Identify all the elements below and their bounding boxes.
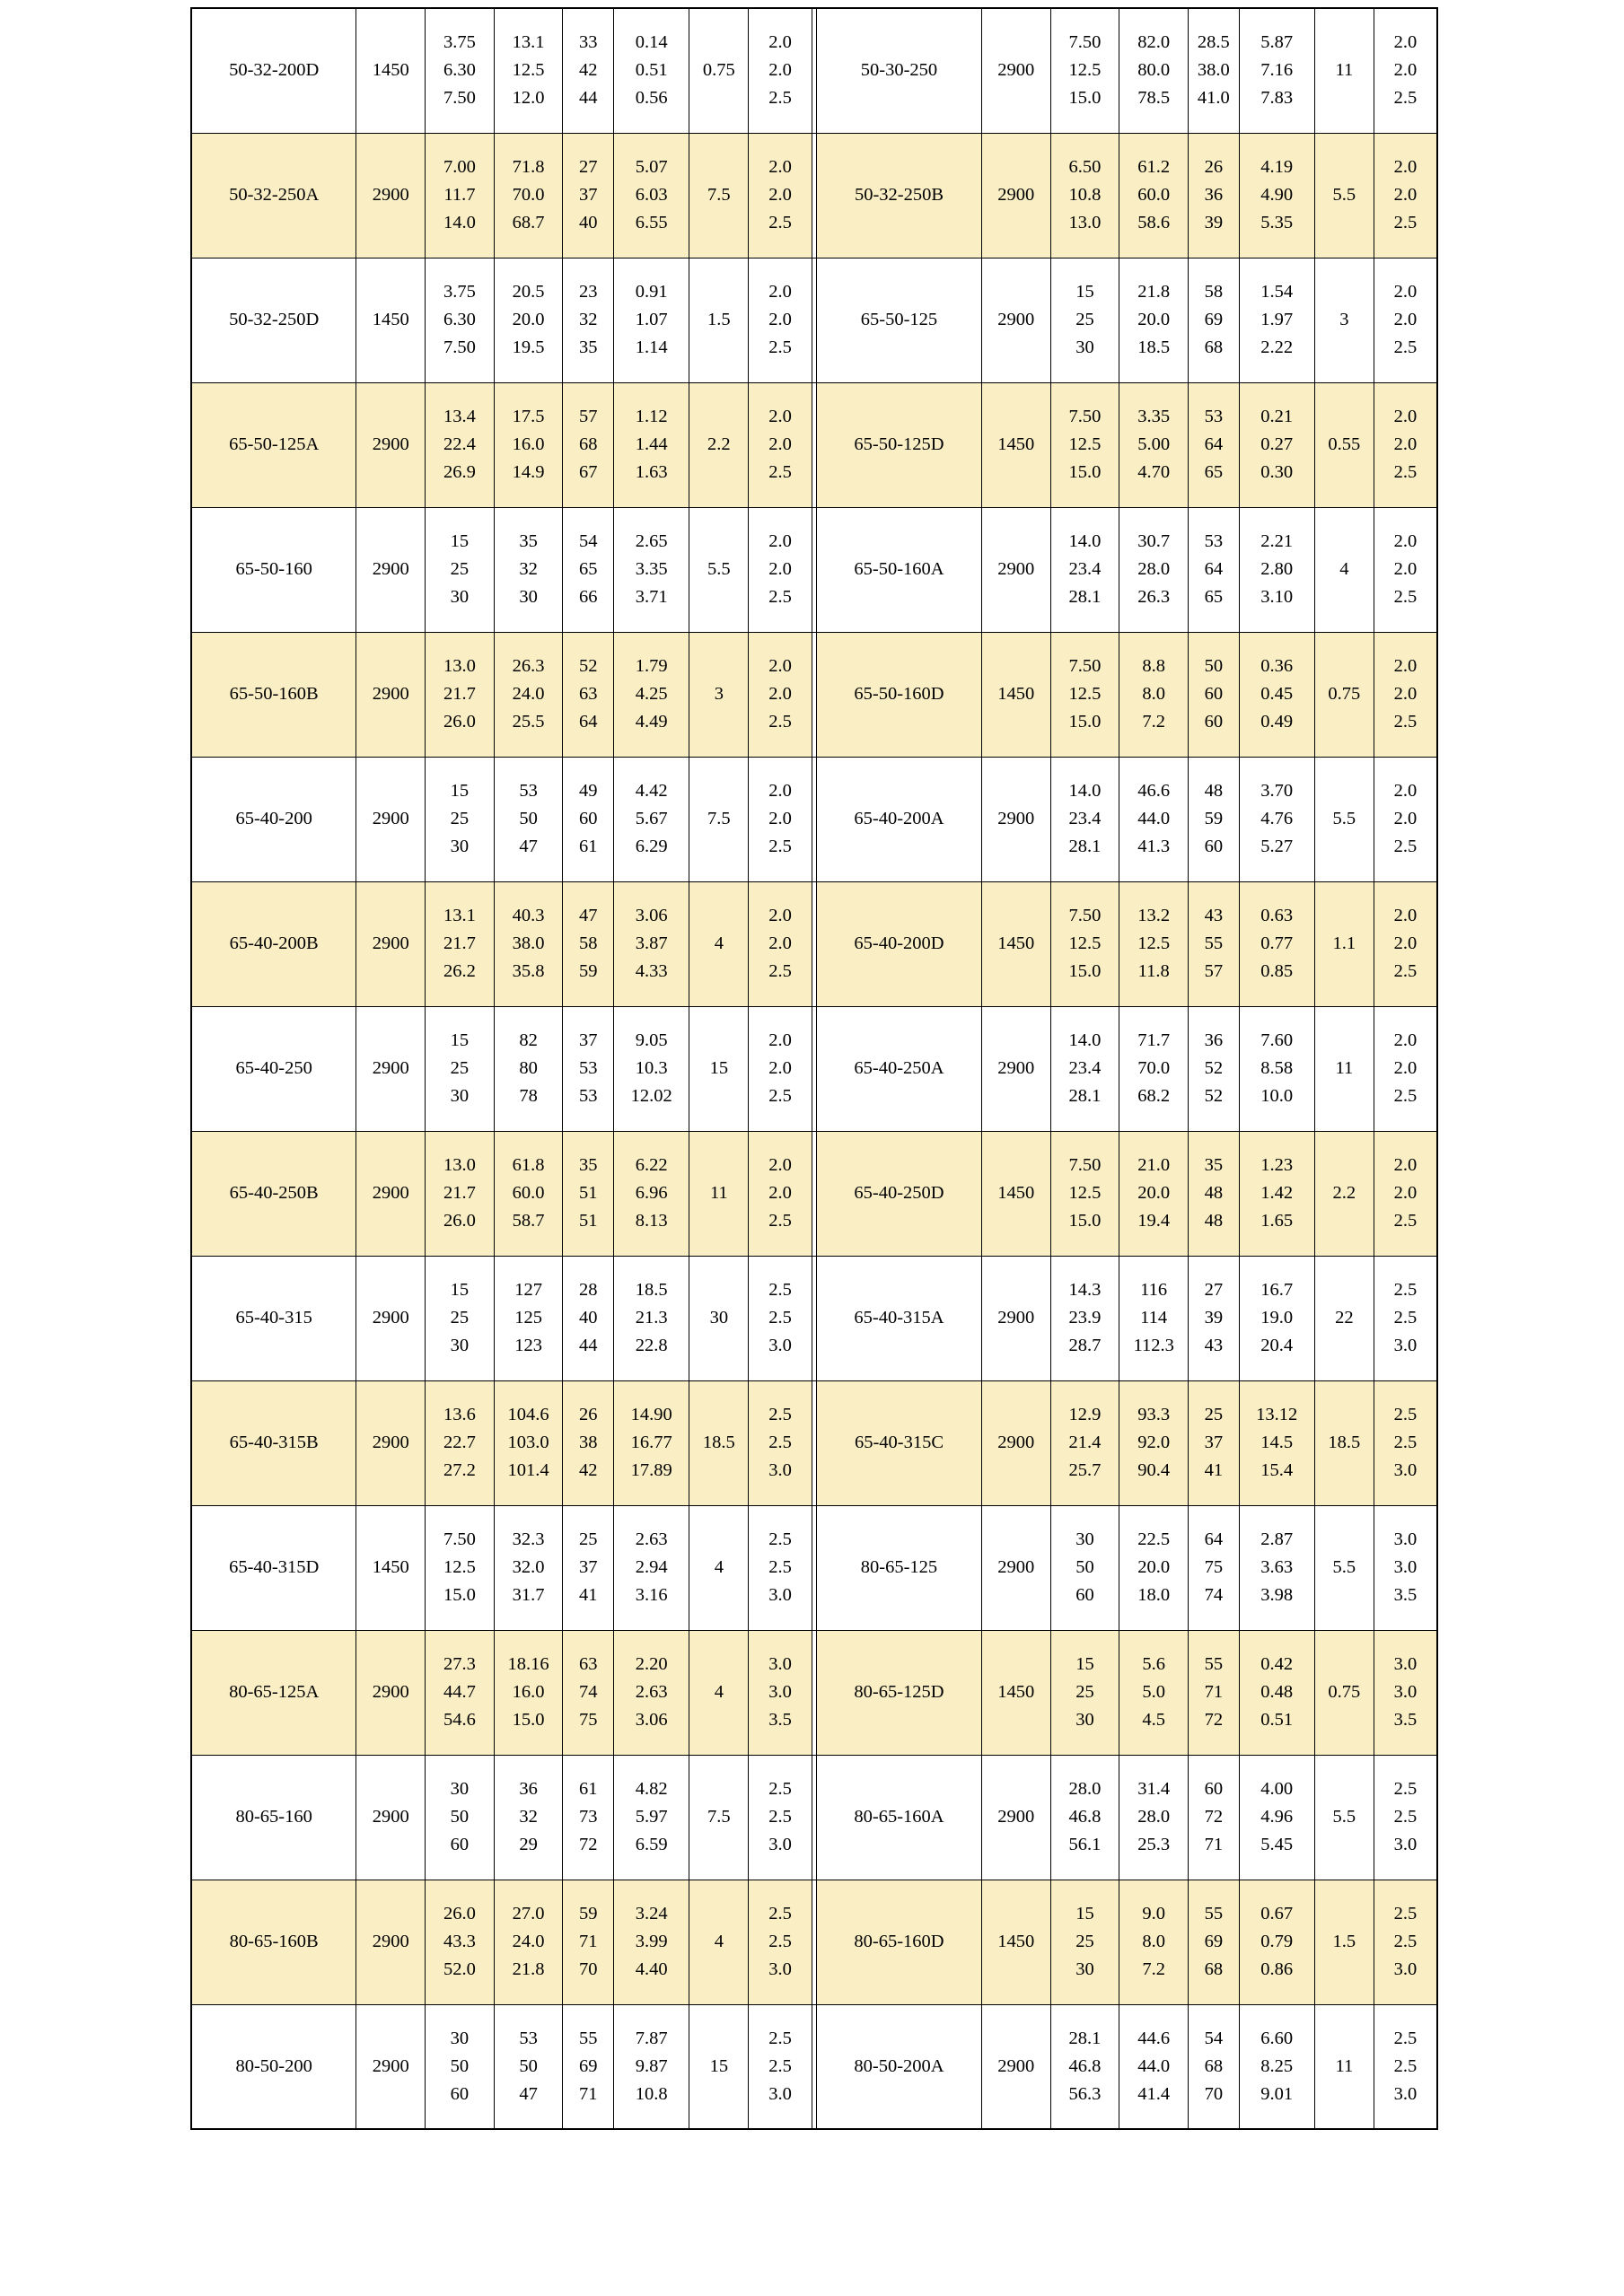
cell-power-left: 4 (689, 1880, 749, 2004)
cell-npsh-left: 3.24 3.99 4.40 (614, 1880, 689, 2004)
cell-flow-left: 27.3 44.7 54.6 (426, 1630, 495, 1755)
cell-flow-left: 30 50 60 (426, 2004, 495, 2129)
cell-impeller-right: 3.0 3.0 3.5 (1374, 1630, 1437, 1755)
cell-model-right: 65-40-315A (817, 1256, 982, 1380)
cell-npsh-left: 14.90 16.77 17.89 (614, 1380, 689, 1505)
cell-model-left: 50-32-200D (191, 8, 356, 133)
cell-model-left: 50-32-250A (191, 133, 356, 258)
cell-model-left: 65-50-125A (191, 382, 356, 507)
cell-npsh-left: 7.87 9.87 10.8 (614, 2004, 689, 2129)
cell-model-right: 65-50-125 (817, 258, 982, 382)
cell-speed-right: 2900 (981, 133, 1050, 258)
cell-impeller-left: 2.0 2.0 2.5 (749, 632, 812, 757)
cell-model-left: 80-65-160B (191, 1880, 356, 2004)
cell-efficiency-left: 28 40 44 (563, 1256, 614, 1380)
table-row (191, 881, 1437, 1006)
cell-power-left: 7.5 (689, 133, 749, 258)
cell-head-left: 53 50 47 (494, 757, 563, 881)
cell-npsh-left: 2.63 2.94 3.16 (614, 1505, 689, 1630)
cell-head-left: 27.0 24.0 21.8 (494, 1880, 563, 2004)
cell-power-right: 4 (1314, 507, 1374, 632)
cell-impeller-right: 2.0 2.0 2.5 (1374, 1131, 1437, 1256)
cell-model-right: 65-40-200D (817, 881, 982, 1006)
cell-power-right: 11 (1314, 2004, 1374, 2129)
cell-impeller-left: 2.0 2.0 2.5 (749, 133, 812, 258)
cell-flow-left: 7.00 11.7 14.0 (426, 133, 495, 258)
cell-flow-right: 12.9 21.4 25.7 (1050, 1380, 1119, 1505)
cell-efficiency-left: 47 58 59 (563, 881, 614, 1006)
cell-power-right: 5.5 (1314, 1505, 1374, 1630)
cell-npsh-right: 0.67 0.79 0.86 (1239, 1880, 1314, 2004)
cell-model-left: 65-40-315 (191, 1256, 356, 1380)
cell-speed-left: 1450 (356, 258, 426, 382)
cell-power-right: 11 (1314, 1006, 1374, 1131)
cell-model-right: 80-65-125 (817, 1505, 982, 1630)
cell-head-right: 13.2 12.5 11.8 (1119, 881, 1189, 1006)
cell-head-left: 26.3 24.0 25.5 (494, 632, 563, 757)
cell-speed-right: 2900 (981, 2004, 1050, 2129)
cell-head-right: 31.4 28.0 25.3 (1119, 1755, 1189, 1880)
cell-efficiency-left: 52 63 64 (563, 632, 614, 757)
cell-speed-right: 2900 (981, 1755, 1050, 1880)
cell-impeller-left: 2.5 2.5 3.0 (749, 1380, 812, 1505)
cell-efficiency-right: 58 69 68 (1188, 258, 1239, 382)
cell-speed-right: 2900 (981, 1380, 1050, 1505)
table-row (191, 1630, 1437, 1755)
table-row (191, 133, 1437, 258)
cell-model-right: 50-32-250B (817, 133, 982, 258)
cell-npsh-right: 2.21 2.80 3.10 (1239, 507, 1314, 632)
cell-impeller-left: 2.5 2.5 3.0 (749, 1256, 812, 1380)
cell-efficiency-left: 55 69 71 (563, 2004, 614, 2129)
cell-flow-left: 13.0 21.7 26.0 (426, 1131, 495, 1256)
cell-power-right: 1.5 (1314, 1880, 1374, 2004)
cell-power-right: 5.5 (1314, 133, 1374, 258)
cell-power-left: 1.5 (689, 258, 749, 382)
cell-npsh-left: 1.79 4.25 4.49 (614, 632, 689, 757)
cell-power-left: 4 (689, 881, 749, 1006)
cell-efficiency-right: 26 36 39 (1188, 133, 1239, 258)
cell-npsh-right: 3.70 4.76 5.27 (1239, 757, 1314, 881)
cell-power-left: 30 (689, 1256, 749, 1380)
cell-head-left: 71.8 70.0 68.7 (494, 133, 563, 258)
cell-model-left: 80-65-125A (191, 1630, 356, 1755)
cell-npsh-left: 4.82 5.97 6.59 (614, 1755, 689, 1880)
cell-impeller-left: 2.0 2.0 2.5 (749, 757, 812, 881)
cell-flow-left: 13.0 21.7 26.0 (426, 632, 495, 757)
cell-npsh-left: 0.91 1.07 1.14 (614, 258, 689, 382)
cell-efficiency-left: 26 38 42 (563, 1380, 614, 1505)
cell-efficiency-left: 61 73 72 (563, 1755, 614, 1880)
cell-npsh-left: 6.22 6.96 8.13 (614, 1131, 689, 1256)
cell-npsh-right: 2.87 3.63 3.98 (1239, 1505, 1314, 1630)
cell-model-left: 80-50-200 (191, 2004, 356, 2129)
cell-model-right: 65-40-200A (817, 757, 982, 881)
cell-npsh-right: 13.12 14.5 15.4 (1239, 1380, 1314, 1505)
cell-efficiency-left: 59 71 70 (563, 1880, 614, 2004)
cell-head-right: 21.8 20.0 18.5 (1119, 258, 1189, 382)
cell-power-left: 11 (689, 1131, 749, 1256)
cell-efficiency-left: 33 42 44 (563, 8, 614, 133)
cell-head-right: 93.3 92.0 90.4 (1119, 1380, 1189, 1505)
cell-efficiency-left: 23 32 35 (563, 258, 614, 382)
cell-speed-right: 1450 (981, 632, 1050, 757)
cell-efficiency-right: 50 60 60 (1188, 632, 1239, 757)
cell-speed-left: 1450 (356, 8, 426, 133)
cell-head-right: 46.6 44.0 41.3 (1119, 757, 1189, 881)
cell-npsh-right: 0.36 0.45 0.49 (1239, 632, 1314, 757)
cell-model-right: 65-40-250D (817, 1131, 982, 1256)
cell-npsh-right: 16.7 19.0 20.4 (1239, 1256, 1314, 1380)
table-row (191, 757, 1437, 881)
cell-efficiency-right: 48 59 60 (1188, 757, 1239, 881)
cell-model-right: 65-50-160D (817, 632, 982, 757)
cell-impeller-right: 2.5 2.5 3.0 (1374, 1755, 1437, 1880)
cell-speed-left: 2900 (356, 382, 426, 507)
cell-power-right: 11 (1314, 8, 1374, 133)
cell-head-left: 36 32 29 (494, 1755, 563, 1880)
cell-model-left: 65-40-250B (191, 1131, 356, 1256)
cell-flow-right: 15 25 30 (1050, 1630, 1119, 1755)
cell-model-left: 65-40-200B (191, 881, 356, 1006)
cell-flow-left: 3.75 6.30 7.50 (426, 8, 495, 133)
cell-flow-right: 15 25 30 (1050, 258, 1119, 382)
cell-speed-left: 2900 (356, 1380, 426, 1505)
cell-power-right: 22 (1314, 1256, 1374, 1380)
cell-flow-left: 15 25 30 (426, 1256, 495, 1380)
cell-npsh-right: 0.21 0.27 0.30 (1239, 382, 1314, 507)
cell-npsh-left: 9.05 10.3 12.02 (614, 1006, 689, 1131)
cell-npsh-right: 0.63 0.77 0.85 (1239, 881, 1314, 1006)
cell-efficiency-left: 63 74 75 (563, 1630, 614, 1755)
cell-npsh-right: 1.54 1.97 2.22 (1239, 258, 1314, 382)
cell-power-left: 0.75 (689, 8, 749, 133)
cell-power-right: 5.5 (1314, 1755, 1374, 1880)
cell-impeller-left: 2.5 2.5 3.0 (749, 2004, 812, 2129)
cell-speed-left: 2900 (356, 757, 426, 881)
cell-speed-right: 1450 (981, 1630, 1050, 1755)
cell-speed-right: 2900 (981, 507, 1050, 632)
cell-flow-left: 30 50 60 (426, 1755, 495, 1880)
cell-speed-left: 2900 (356, 1006, 426, 1131)
cell-flow-left: 15 25 30 (426, 757, 495, 881)
table-row (191, 1256, 1437, 1380)
cell-speed-right: 2900 (981, 1505, 1050, 1630)
cell-head-left: 18.16 16.0 15.0 (494, 1630, 563, 1755)
cell-flow-left: 15 25 30 (426, 507, 495, 632)
cell-impeller-right: 2.5 2.5 3.0 (1374, 2004, 1437, 2129)
cell-efficiency-right: 53 64 65 (1188, 382, 1239, 507)
cell-impeller-right: 2.0 2.0 2.5 (1374, 8, 1437, 133)
cell-flow-left: 3.75 6.30 7.50 (426, 258, 495, 382)
cell-speed-right: 1450 (981, 1131, 1050, 1256)
table-row (191, 1505, 1437, 1630)
cell-efficiency-left: 54 65 66 (563, 507, 614, 632)
cell-head-left: 13.1 12.5 12.0 (494, 8, 563, 133)
cell-efficiency-right: 28.5 38.0 41.0 (1188, 8, 1239, 133)
cell-npsh-right: 5.87 7.16 7.83 (1239, 8, 1314, 133)
cell-efficiency-left: 27 37 40 (563, 133, 614, 258)
cell-npsh-right: 1.23 1.42 1.65 (1239, 1131, 1314, 1256)
cell-model-right: 80-65-160D (817, 1880, 982, 2004)
cell-model-right: 80-65-125D (817, 1630, 982, 1755)
table-row (191, 1755, 1437, 1880)
cell-flow-right: 6.50 10.8 13.0 (1050, 133, 1119, 258)
cell-head-left: 17.5 16.0 14.9 (494, 382, 563, 507)
cell-impeller-left: 2.5 2.5 3.0 (749, 1880, 812, 2004)
cell-impeller-right: 2.0 2.0 2.5 (1374, 632, 1437, 757)
cell-efficiency-right: 60 72 71 (1188, 1755, 1239, 1880)
cell-impeller-left: 2.5 2.5 3.0 (749, 1755, 812, 1880)
cell-efficiency-right: 36 52 52 (1188, 1006, 1239, 1131)
cell-efficiency-right: 54 68 70 (1188, 2004, 1239, 2129)
cell-impeller-right: 3.0 3.0 3.5 (1374, 1505, 1437, 1630)
cell-speed-right: 1450 (981, 1880, 1050, 2004)
cell-flow-left: 26.0 43.3 52.0 (426, 1880, 495, 2004)
cell-speed-left: 2900 (356, 881, 426, 1006)
cell-power-left: 7.5 (689, 757, 749, 881)
cell-head-right: 21.0 20.0 19.4 (1119, 1131, 1189, 1256)
cell-head-left: 53 50 47 (494, 2004, 563, 2129)
cell-npsh-right: 7.60 8.58 10.0 (1239, 1006, 1314, 1131)
cell-model-left: 80-65-160 (191, 1755, 356, 1880)
cell-flow-right: 14.0 23.4 28.1 (1050, 1006, 1119, 1131)
cell-impeller-left: 2.0 2.0 2.5 (749, 1006, 812, 1131)
cell-efficiency-left: 49 60 61 (563, 757, 614, 881)
cell-model-right: 50-30-250 (817, 8, 982, 133)
cell-power-right: 18.5 (1314, 1380, 1374, 1505)
cell-head-right: 8.8 8.0 7.2 (1119, 632, 1189, 757)
table-row (191, 1880, 1437, 2004)
cell-impeller-left: 2.0 2.0 2.5 (749, 881, 812, 1006)
table-row (191, 1006, 1437, 1131)
cell-power-left: 2.2 (689, 382, 749, 507)
cell-model-right: 65-40-250A (817, 1006, 982, 1131)
cell-model-left: 65-40-315D (191, 1505, 356, 1630)
cell-npsh-left: 3.06 3.87 4.33 (614, 881, 689, 1006)
cell-head-right: 61.2 60.0 58.6 (1119, 133, 1189, 258)
cell-head-left: 104.6 103.0 101.4 (494, 1380, 563, 1505)
cell-speed-left: 2900 (356, 1131, 426, 1256)
cell-impeller-right: 2.0 2.0 2.5 (1374, 133, 1437, 258)
cell-head-right: 44.6 44.0 41.4 (1119, 2004, 1189, 2129)
cell-impeller-left: 2.5 2.5 3.0 (749, 1505, 812, 1630)
table-row (191, 632, 1437, 757)
cell-efficiency-right: 27 39 43 (1188, 1256, 1239, 1380)
cell-head-right: 3.35 5.00 4.70 (1119, 382, 1189, 507)
cell-speed-right: 2900 (981, 757, 1050, 881)
cell-flow-right: 7.50 12.5 15.0 (1050, 632, 1119, 757)
table-row (191, 507, 1437, 632)
cell-efficiency-right: 53 64 65 (1188, 507, 1239, 632)
cell-power-right: 0.75 (1314, 1630, 1374, 1755)
cell-npsh-right: 6.60 8.25 9.01 (1239, 2004, 1314, 2129)
cell-npsh-left: 1.12 1.44 1.63 (614, 382, 689, 507)
cell-model-left: 65-50-160B (191, 632, 356, 757)
cell-head-right: 71.7 70.0 68.2 (1119, 1006, 1189, 1131)
cell-power-right: 1.1 (1314, 881, 1374, 1006)
cell-impeller-right: 2.0 2.0 2.5 (1374, 757, 1437, 881)
cell-efficiency-left: 37 53 53 (563, 1006, 614, 1131)
cell-head-right: 5.6 5.0 4.5 (1119, 1630, 1189, 1755)
cell-flow-right: 14.3 23.9 28.7 (1050, 1256, 1119, 1380)
cell-flow-left: 13.6 22.7 27.2 (426, 1380, 495, 1505)
cell-flow-left: 13.4 22.4 26.9 (426, 382, 495, 507)
cell-speed-left: 2900 (356, 632, 426, 757)
cell-speed-left: 2900 (356, 507, 426, 632)
cell-flow-left: 7.50 12.5 15.0 (426, 1505, 495, 1630)
cell-head-right: 22.5 20.0 18.0 (1119, 1505, 1189, 1630)
cell-model-right: 80-65-160A (817, 1755, 982, 1880)
table-row (191, 382, 1437, 507)
cell-npsh-left: 2.65 3.35 3.71 (614, 507, 689, 632)
cell-head-left: 127 125 123 (494, 1256, 563, 1380)
cell-npsh-right: 0.42 0.48 0.51 (1239, 1630, 1314, 1755)
cell-model-left: 50-32-250D (191, 258, 356, 382)
cell-efficiency-left: 57 68 67 (563, 382, 614, 507)
table-row (191, 1131, 1437, 1256)
cell-speed-right: 2900 (981, 258, 1050, 382)
cell-speed-left: 2900 (356, 2004, 426, 2129)
cell-flow-right: 7.50 12.5 15.0 (1050, 8, 1119, 133)
cell-model-right: 65-40-315C (817, 1380, 982, 1505)
cell-impeller-left: 2.0 2.0 2.5 (749, 382, 812, 507)
cell-power-right: 3 (1314, 258, 1374, 382)
cell-head-left: 32.3 32.0 31.7 (494, 1505, 563, 1630)
cell-power-left: 15 (689, 1006, 749, 1131)
cell-impeller-right: 2.0 2.0 2.5 (1374, 258, 1437, 382)
cell-flow-right: 30 50 60 (1050, 1505, 1119, 1630)
cell-head-left: 61.8 60.0 58.7 (494, 1131, 563, 1256)
cell-speed-left: 2900 (356, 1755, 426, 1880)
cell-npsh-right: 4.19 4.90 5.35 (1239, 133, 1314, 258)
cell-model-right: 65-50-125D (817, 382, 982, 507)
cell-flow-left: 13.1 21.7 26.2 (426, 881, 495, 1006)
cell-impeller-right: 2.0 2.0 2.5 (1374, 507, 1437, 632)
cell-npsh-left: 2.20 2.63 3.06 (614, 1630, 689, 1755)
cell-speed-left: 2900 (356, 1880, 426, 2004)
cell-power-left: 3 (689, 632, 749, 757)
cell-model-left: 65-40-250 (191, 1006, 356, 1131)
cell-efficiency-right: 55 69 68 (1188, 1880, 1239, 2004)
cell-efficiency-right: 55 71 72 (1188, 1630, 1239, 1755)
cell-flow-right: 7.50 12.5 15.0 (1050, 382, 1119, 507)
cell-impeller-right: 2.5 2.5 3.0 (1374, 1256, 1437, 1380)
cell-efficiency-right: 43 55 57 (1188, 881, 1239, 1006)
cell-npsh-right: 4.00 4.96 5.45 (1239, 1755, 1314, 1880)
table-body (191, 8, 1437, 2129)
cell-head-left: 35 32 30 (494, 507, 563, 632)
cell-power-left: 7.5 (689, 1755, 749, 1880)
cell-head-right: 9.0 8.0 7.2 (1119, 1880, 1189, 2004)
spec-table-container (190, 7, 1438, 2130)
cell-head-left: 82 80 78 (494, 1006, 563, 1131)
cell-power-left: 5.5 (689, 507, 749, 632)
cell-power-right: 2.2 (1314, 1131, 1374, 1256)
cell-efficiency-right: 25 37 41 (1188, 1380, 1239, 1505)
cell-power-left: 4 (689, 1630, 749, 1755)
cell-flow-right: 14.0 23.4 28.1 (1050, 757, 1119, 881)
cell-flow-right: 7.50 12.5 15.0 (1050, 881, 1119, 1006)
table-row (191, 1380, 1437, 1505)
cell-impeller-left: 2.0 2.0 2.5 (749, 1131, 812, 1256)
cell-speed-right: 1450 (981, 382, 1050, 507)
cell-impeller-right: 2.0 2.0 2.5 (1374, 881, 1437, 1006)
cell-npsh-left: 5.07 6.03 6.55 (614, 133, 689, 258)
cell-npsh-left: 4.42 5.67 6.29 (614, 757, 689, 881)
cell-model-right: 80-50-200A (817, 2004, 982, 2129)
cell-speed-left: 2900 (356, 133, 426, 258)
cell-head-left: 20.5 20.0 19.5 (494, 258, 563, 382)
cell-flow-right: 28.0 46.8 56.1 (1050, 1755, 1119, 1880)
cell-flow-right: 15 25 30 (1050, 1880, 1119, 2004)
cell-flow-right: 28.1 46.8 56.3 (1050, 2004, 1119, 2129)
cell-speed-left: 1450 (356, 1505, 426, 1630)
cell-power-left: 4 (689, 1505, 749, 1630)
cell-impeller-left: 2.0 2.0 2.5 (749, 507, 812, 632)
cell-speed-left: 2900 (356, 1630, 426, 1755)
cell-head-right: 82.0 80.0 78.5 (1119, 8, 1189, 133)
pump-specification-table (190, 7, 1438, 2130)
cell-impeller-right: 2.5 2.5 3.0 (1374, 1880, 1437, 2004)
cell-model-left: 65-40-315B (191, 1380, 356, 1505)
cell-efficiency-right: 35 48 48 (1188, 1131, 1239, 1256)
cell-impeller-right: 2.5 2.5 3.0 (1374, 1380, 1437, 1505)
cell-power-left: 18.5 (689, 1380, 749, 1505)
cell-impeller-left: 3.0 3.0 3.5 (749, 1630, 812, 1755)
cell-flow-right: 14.0 23.4 28.1 (1050, 507, 1119, 632)
cell-speed-right: 2900 (981, 8, 1050, 133)
cell-model-left: 65-50-160 (191, 507, 356, 632)
cell-impeller-left: 2.0 2.0 2.5 (749, 8, 812, 133)
cell-power-right: 5.5 (1314, 757, 1374, 881)
cell-model-right: 65-50-160A (817, 507, 982, 632)
cell-speed-right: 2900 (981, 1006, 1050, 1131)
cell-head-right: 116 114 112.3 (1119, 1256, 1189, 1380)
cell-flow-left: 15 25 30 (426, 1006, 495, 1131)
cell-npsh-left: 0.14 0.51 0.56 (614, 8, 689, 133)
cell-efficiency-left: 35 51 51 (563, 1131, 614, 1256)
cell-speed-left: 2900 (356, 1256, 426, 1380)
cell-efficiency-left: 25 37 41 (563, 1505, 614, 1630)
cell-model-left: 65-40-200 (191, 757, 356, 881)
cell-speed-right: 1450 (981, 881, 1050, 1006)
table-row (191, 8, 1437, 133)
cell-flow-right: 7.50 12.5 15.0 (1050, 1131, 1119, 1256)
cell-head-left: 40.3 38.0 35.8 (494, 881, 563, 1006)
cell-head-right: 30.7 28.0 26.3 (1119, 507, 1189, 632)
cell-power-right: 0.55 (1314, 382, 1374, 507)
cell-impeller-right: 2.0 2.0 2.5 (1374, 1006, 1437, 1131)
cell-power-right: 0.75 (1314, 632, 1374, 757)
cell-impeller-right: 2.0 2.0 2.5 (1374, 382, 1437, 507)
cell-power-left: 15 (689, 2004, 749, 2129)
cell-npsh-left: 18.5 21.3 22.8 (614, 1256, 689, 1380)
cell-efficiency-right: 64 75 74 (1188, 1505, 1239, 1630)
cell-speed-right: 2900 (981, 1256, 1050, 1380)
cell-impeller-left: 2.0 2.0 2.5 (749, 258, 812, 382)
table-row (191, 258, 1437, 382)
table-row (191, 2004, 1437, 2129)
